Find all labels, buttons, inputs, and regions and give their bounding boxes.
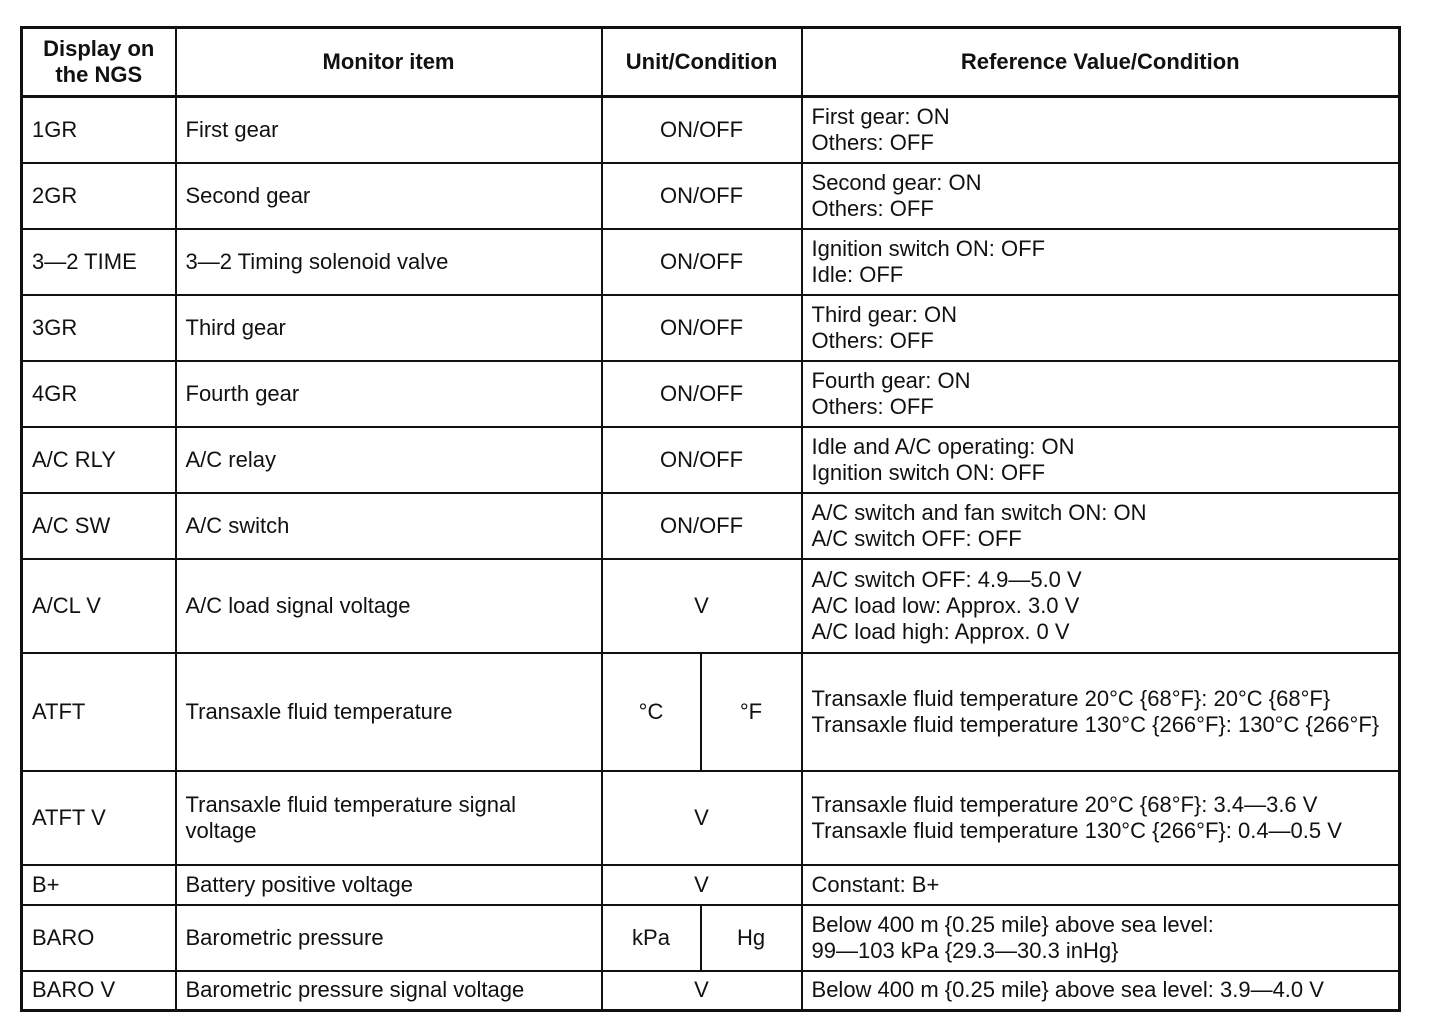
table-row	[22, 653, 1400, 771]
reference-value: Constant: B+	[802, 865, 1400, 905]
reference-value: First gear: ON Others: OFF	[802, 97, 1400, 163]
ngs-display-code: BARO V	[22, 971, 176, 1011]
monitor-item-name: Transaxle fluid temperature	[176, 653, 602, 771]
table-row	[22, 295, 1400, 361]
reference-value: Below 400 m {0.25 mile} above sea level: 3.9—4.0 V	[802, 971, 1400, 1011]
table-row	[22, 771, 1400, 865]
reference-value: Third gear: ON Others: OFF	[802, 295, 1400, 361]
monitor-item-name: Battery positive voltage	[176, 865, 602, 905]
reference-value: Fourth gear: ON Others: OFF	[802, 361, 1400, 427]
header-row	[22, 28, 1400, 97]
monitor-item-name: First gear	[176, 97, 602, 163]
reference-value: Ignition switch ON: OFF Idle: OFF	[802, 229, 1400, 295]
reference-value: A/C switch OFF: 4.9—5.0 V A/C load low: Approx. 3.0 V A/C load high: Approx. 0 V	[802, 559, 1400, 653]
table-row	[22, 865, 1400, 905]
unit-condition: V	[602, 971, 802, 1011]
monitor-item-name: Second gear	[176, 163, 602, 229]
unit-condition: ON/OFF	[602, 229, 802, 295]
table-row	[22, 427, 1400, 493]
ngs-display-code: 4GR	[22, 361, 176, 427]
monitor-item-name: Third gear	[176, 295, 602, 361]
monitor-item-name: Transaxle fluid temperature signal voltage	[176, 771, 602, 865]
monitor-item-name: Fourth gear	[176, 361, 602, 427]
reference-value: Idle and A/C operating: ON Ignition switch ON: OFF	[802, 427, 1400, 493]
unit-secondary: °F	[701, 653, 802, 771]
unit-condition: ON/OFF	[602, 295, 802, 361]
ngs-display-code: B+	[22, 865, 176, 905]
ngs-display-code: 1GR	[22, 97, 176, 163]
unit-condition: ON/OFF	[602, 493, 802, 559]
table-row	[22, 559, 1400, 653]
ngs-display-code: 3—2 TIME	[22, 229, 176, 295]
reference-value: Transaxle fluid temperature 20°C {68°F}: 3.4—3.6 V Transaxle fluid temperature 130°C {266°F}: 0.4—0.5 V	[802, 771, 1400, 865]
reference-value: A/C switch and fan switch ON: ON A/C switch OFF: OFF	[802, 493, 1400, 559]
unit-condition: V	[602, 559, 802, 653]
ngs-display-code: 3GR	[22, 295, 176, 361]
monitor-item-name: 3—2 Timing solenoid valve	[176, 229, 602, 295]
ngs-display-code: A/C RLY	[22, 427, 176, 493]
table-row	[22, 971, 1400, 1011]
monitor-item-name: Barometric pressure	[176, 905, 602, 971]
table-row	[22, 229, 1400, 295]
ngs-display-code: A/CL V	[22, 559, 176, 653]
monitor-item-name: A/C load signal voltage	[176, 559, 602, 653]
unit-condition: V	[602, 771, 802, 865]
unit-condition: ON/OFF	[602, 427, 802, 493]
ngs-display-code: BARO	[22, 905, 176, 971]
unit-condition: ON/OFF	[602, 97, 802, 163]
reference-value: Below 400 m {0.25 mile} above sea level: 99—103 kPa {29.3—30.3 inHg}	[802, 905, 1400, 971]
unit-condition: ON/OFF	[602, 163, 802, 229]
table-row	[22, 905, 1400, 971]
ngs-display-code: ATFT	[22, 653, 176, 771]
header-display-on-ngs: Display on the NGS	[22, 28, 176, 97]
header-reference-value: Reference Value/Condition	[802, 28, 1400, 97]
unit-condition: ON/OFF	[602, 361, 802, 427]
monitor-item-table	[20, 26, 1401, 1012]
ngs-display-code: 2GR	[22, 163, 176, 229]
unit-condition: V	[602, 865, 802, 905]
unit-primary: °C	[602, 653, 701, 771]
table-row	[22, 361, 1400, 427]
table-row	[22, 97, 1400, 163]
header-unit-condition: Unit/Condition	[602, 28, 802, 97]
header-monitor-item: Monitor item	[176, 28, 602, 97]
reference-value: Second gear: ON Others: OFF	[802, 163, 1400, 229]
monitor-item-name: Barometric pressure signal voltage	[176, 971, 602, 1011]
table-row	[22, 493, 1400, 559]
unit-secondary: Hg	[701, 905, 802, 971]
ngs-display-code: ATFT V	[22, 771, 176, 865]
table-row	[22, 163, 1400, 229]
ngs-display-code: A/C SW	[22, 493, 176, 559]
monitor-item-name: A/C relay	[176, 427, 602, 493]
reference-value: Transaxle fluid temperature 20°C {68°F}: 20°C {68°F} Transaxle fluid temperature 130°C {266°F}: 130°C {266°F}	[802, 653, 1400, 771]
monitor-item-name: A/C switch	[176, 493, 602, 559]
unit-primary: kPa	[602, 905, 701, 971]
